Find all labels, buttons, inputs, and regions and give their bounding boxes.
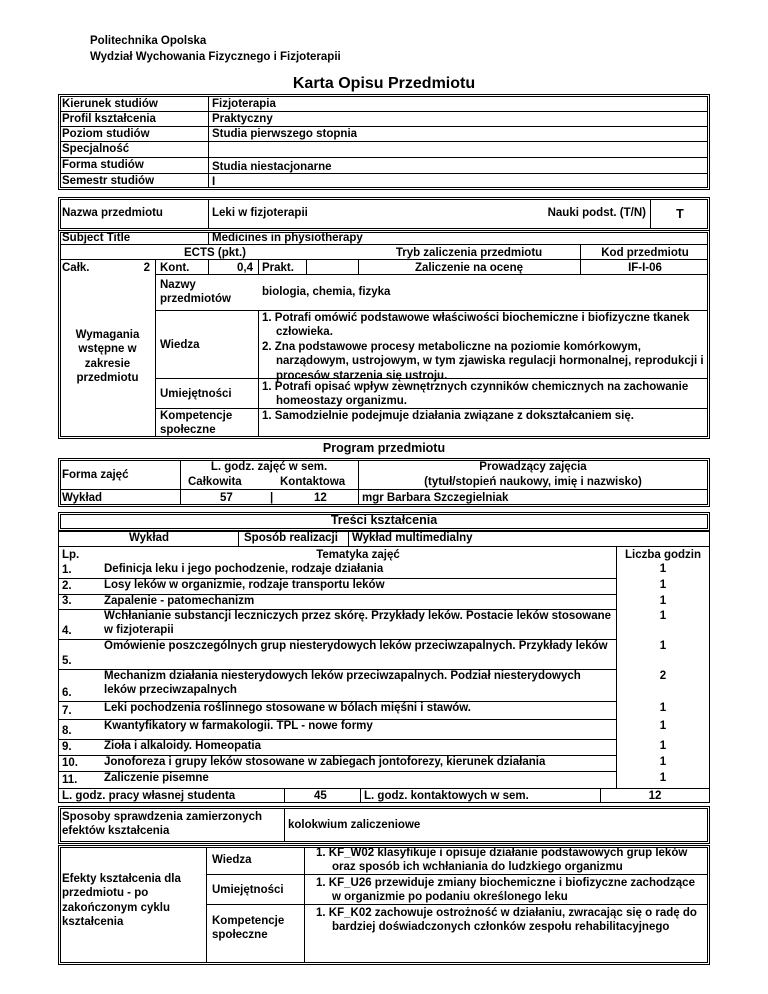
program-title: Program przedmiotu [322, 441, 446, 455]
godz-kontaktowych-label: L. godz. kontaktowych w sem. [364, 790, 529, 802]
assessment-label: Sposoby sprawdzenia zamierzonych efektów kształcenia [62, 811, 263, 838]
topic-lp: 4. [62, 625, 72, 637]
poziom-label: Poziom studiów [62, 128, 150, 140]
kompetencje-req-item: 1. Samodzielnie podejmuje działania związane z dokształcaniem się. [262, 410, 634, 422]
ects-label: ECTS (pkt.) [184, 247, 246, 259]
wiedza-req-items [262, 311, 706, 383]
prowadzacy-sub-label: (tytuł/stopień naukowy, imię i nazwisko) [424, 476, 642, 488]
umiejetnosci-req-label: Umiejętności [160, 388, 232, 400]
profil-value: Praktyczny [212, 113, 273, 125]
calk-value: 2 [143, 262, 150, 274]
outcomes-wiedza-value: 1. KF_W02 klasyfikuje i opisuje działanie podstawowych grup leków oraz sposób ich wchłaniania do ludzkiego organizmu [316, 847, 688, 874]
wiedza-req-item: 1. Potrafi omówić podstawowe właściwości biochemiczne i biofizyczne tkanek człowieka. [262, 312, 690, 339]
page-title: Karta Opisu Przedmiotu [292, 75, 476, 92]
praca-wlasna-value: 45 [314, 790, 327, 802]
topic-text: Jonoforeza i grupy leków stosowane w zabiegach jontoforezy, kierunek działania [104, 756, 546, 768]
topic-hours: 1 [659, 610, 667, 622]
forma-studiow-value: Studia niestacjonarne [212, 161, 332, 173]
kod-przedmiotu-value: IF-I-06 [628, 262, 662, 274]
kontaktowa-label: Kontaktowa [280, 476, 346, 488]
godz-zajec-label: L. godz. zajęć w sem. [210, 461, 328, 473]
outcomes-umiejetnosci-label: Umiejętności [212, 884, 284, 896]
topic-lp: 9. [62, 741, 72, 753]
program-prowadzacy-value: mgr Barbara Szczegielniak [362, 492, 509, 504]
wiedza-req-item: 2. Zna podstawowe procesy metaboliczne na poziomie komórkowym, narządowym, ustrojowym, w tym zjawiska regulacji hormonalnej, reprodukcji i procesów starzenia się ustroju. [262, 340, 704, 382]
topic-text: Omówienie poszczególnych grup niesterydowych leków przeciwzapalnych. Przykłady leków [104, 640, 608, 652]
calk-label: Całk. [62, 262, 90, 274]
sposob-realizacji-label: Sposób realizacji [244, 532, 338, 544]
nauki-podst-value: T [676, 207, 684, 221]
topic-lp: 10. [62, 757, 78, 769]
umiejetnosci-req-item: 1. Potrafi opisać wpływ zewnętrznych czynników chemicznych na zachowanie homeostazy organizmu. [262, 381, 689, 407]
kierunek-label: Kierunek studiów [62, 98, 158, 110]
program-kontaktowa-value: 12 [314, 492, 327, 504]
faculty-name: Wydział Wychowania Fizycznego i Fizjoterapii [90, 51, 341, 63]
assessment-value: kolokwium zaliczeniowe [288, 819, 421, 831]
topic-text: Losy leków w organizmie, rodzaje transportu leków [104, 579, 385, 591]
outcomes-umiejetnosci-value: 1. KF_U26 przewiduje zmiany biochemiczne i biofizyczne zachodzące w organizmie po podaniu określonego leku [316, 877, 695, 904]
topic-text: Zapalenie - patomechanizm [104, 595, 255, 607]
kod-przedmiotu-label: Kod przedmiotu [601, 247, 689, 259]
outcomes-kompetencje-value: 1. KF_K02 zachowuje ostrożność w działaniu, zwracając się o radę do bardziej doświadczonych członków zespołu rehabilitacyjnego [316, 907, 697, 934]
topic-text: Leki pochodzenia roślinnego stosowane w bólach mięśni i stawów. [104, 702, 472, 714]
praca-wlasna-label: L. godz. pracy własnej studenta [62, 790, 236, 802]
university-name: Politechnika Opolska [90, 35, 207, 47]
nazwa-przedmiotu-value: Leki w fizjoterapii [212, 207, 308, 219]
semestr-label: Semestr studiów [62, 175, 155, 187]
topic-text: Kwantyfikatory w farmakologii. TPL - nowe formy [104, 720, 373, 732]
topic-text: Definicja leku i jego pochodzenie, rodzaje działania [104, 563, 384, 575]
topic-lp: 11. [62, 774, 78, 786]
kompetencje-req-label: Kompetencje społeczne [160, 410, 233, 437]
topic-hours: 1 [659, 640, 667, 652]
nauki-podst-label: Nauki podst. (T/N) [547, 207, 646, 219]
topic-lp: 7. [62, 705, 72, 717]
content-title: Treści kształcenia [330, 513, 438, 527]
topic-hours: 1 [659, 595, 667, 607]
liczba-godzin-header: Liczba godzin [624, 549, 702, 561]
topic-hours: 1 [659, 720, 667, 732]
tryb-zaliczenia-value: Zaliczenie na ocenę [414, 262, 523, 274]
outcomes-wiedza-label: Wiedza [212, 854, 252, 866]
topic-lp: 8. [62, 725, 72, 737]
topic-lp: 2. [62, 580, 72, 592]
topic-hours: 1 [659, 740, 667, 752]
sposob-realizacji-value: Wykład multimedialny [352, 532, 473, 544]
program-forma-value: Wykład [62, 492, 103, 504]
specjalnosc-label: Specjalność [62, 143, 130, 155]
subject-title-value: Medicines in physiotherapy [212, 232, 363, 244]
subject-title-label: Subject Title [62, 232, 131, 244]
nazwy-przedmiotow-label: Nazwy przedmiotów [160, 279, 231, 306]
forma-studiow-label: Forma studiów [62, 159, 144, 171]
prowadzacy-label: Prowadzący zajęcia [479, 461, 587, 473]
topic-hours: 1 [659, 772, 667, 784]
outcomes-kompetencje-label: Kompetencje społeczne [212, 915, 285, 942]
nazwy-przedmiotow-value: biologia, chemia, fizyka [262, 286, 391, 298]
topic-text: Mechanizm działania niesterydowych leków przeciwzapalnych. Podział niesterydowych leków przeciwzapalnych [104, 670, 581, 697]
kont-value: 0,4 [237, 262, 253, 274]
godz-kontaktowych-value: 12 [648, 790, 662, 802]
profil-label: Profil kształcenia [62, 113, 156, 125]
outcomes-label: Efekty kształcenia dla przedmiotu - po zakończonym cyklu kształcenia [62, 873, 181, 929]
wiedza-req-label: Wiedza [160, 339, 200, 351]
kont-label: Kont. [160, 262, 190, 274]
topic-hours: 1 [659, 579, 667, 591]
topic-text: Wchłanianie substancji leczniczych przez skórę. Przykłady leków. Postacie leków stosowane w fizjoterapii [104, 610, 612, 637]
program-calkowita-value: 57 [220, 492, 233, 504]
topic-hours: 1 [659, 756, 667, 768]
topic-lp: 6. [62, 687, 72, 699]
calkowita-label: Całkowita [188, 476, 242, 488]
tryb-zaliczenia-label: Tryb zaliczenia przedmiotu [395, 247, 543, 259]
nazwa-przedmiotu-label: Nazwa przedmiotu [62, 207, 163, 219]
topic-lp: 3. [62, 595, 72, 607]
wyklad-label: Wykład [128, 532, 170, 544]
kierunek-value: Fizjoterapia [212, 98, 276, 110]
topic-lp: 5. [62, 655, 72, 667]
poziom-value: Studia pierwszego stopnia [212, 128, 358, 140]
program-separator: | [270, 492, 274, 504]
lp-header: Lp. [62, 549, 80, 561]
topic-text: Zaliczenie pisemne [104, 772, 209, 784]
prakt-label: Prakt. [262, 262, 294, 274]
tematyka-header: Tematyka zajęć [316, 549, 400, 561]
topic-hours: 1 [659, 563, 667, 575]
topic-text: Zioła i alkaloidy. Homeopatia [104, 740, 261, 752]
topic-lp: 1. [62, 564, 72, 576]
topic-hours: 2 [659, 670, 667, 682]
forma-zajec-label: Forma zajęć [62, 469, 129, 481]
topic-hours: 1 [659, 702, 667, 714]
wymagania-label: Wymagania wstępne w zakresie przedmiotu [75, 329, 140, 385]
semestr-value: I [212, 176, 216, 188]
